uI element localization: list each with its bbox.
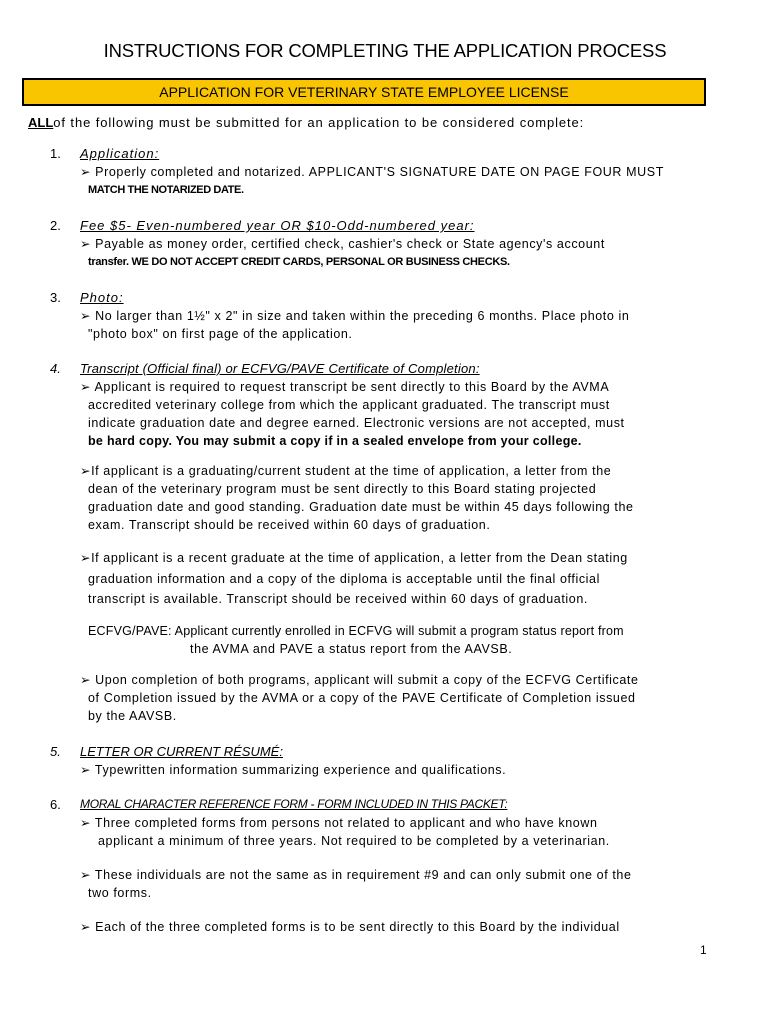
item-line: graduation information and a copy of the diploma is acceptable until the final official bbox=[88, 572, 600, 586]
item-line: ECFVG/PAVE: Applicant currently enrolled in ECFVG will submit a program status report from bbox=[88, 624, 624, 638]
item-line: graduation date and good standing. Graduation date must be within 45 days following the bbox=[88, 500, 634, 514]
item-line: "photo box" on first page of the application. bbox=[88, 327, 353, 341]
item-heading: Transcript (Official final) or ECFVG/PAVE Certificate of Completion: bbox=[80, 361, 480, 376]
item-number: 2. bbox=[50, 218, 61, 233]
page-title: INSTRUCTIONS FOR COMPLETING THE APPLICATION PROCESS bbox=[103, 40, 667, 61]
item-line: ➢ These individuals are not the same as in requirement #9 and can only submit one of the bbox=[80, 868, 632, 882]
banner-text: APPLICATION FOR VETERINARY STATE EMPLOYEE LICENSE bbox=[159, 84, 569, 100]
item-number: 3. bbox=[50, 290, 61, 305]
item-line: accredited veterinary college from which the applicant graduated. The transcript must bbox=[88, 398, 610, 412]
item-line: ➢ Payable as money order, certified check, cashier's check or State agency's account bbox=[80, 237, 605, 251]
item-heading: Photo: bbox=[80, 290, 124, 305]
item-line: ➢ Applicant is required to request transcript be sent directly to this Board by the AVMA bbox=[80, 380, 610, 394]
intro-rest: of the following must be submitted for an application to be considered complete: bbox=[53, 115, 585, 130]
item-line: ➢If applicant is a graduating/current student at the time of application, a letter from the bbox=[80, 464, 612, 478]
item-line: transcript is available. Transcript should be received within 60 days of graduation. bbox=[88, 592, 588, 606]
page-number: 1 bbox=[700, 943, 707, 957]
item-number: 4. bbox=[50, 361, 61, 376]
item-heading: Application: bbox=[80, 146, 160, 161]
item-line: ➢ Each of the three completed forms is to be sent directly to this Board by the individual bbox=[80, 920, 620, 934]
item-heading: LETTER OR CURRENT RÉSUMÉ: bbox=[80, 744, 283, 759]
item-number: 1. bbox=[50, 146, 61, 161]
item-number: 6. bbox=[50, 797, 61, 812]
section-banner bbox=[22, 78, 706, 106]
item-line: MATCH THE NOTARIZED DATE. bbox=[88, 184, 244, 196]
item-line: by the AAVSB. bbox=[88, 709, 177, 723]
item-line: ➢ Typewritten information summarizing experience and qualifications. bbox=[80, 763, 507, 777]
item-number: 5. bbox=[50, 744, 61, 759]
item-heading: MORAL CHARACTER REFERENCE FORM - FORM INCLUDED IN THIS PACKET: bbox=[80, 797, 508, 811]
item-line: ➢ Properly completed and notarized. APPLICANT'S SIGNATURE DATE ON PAGE FOUR MUST bbox=[80, 165, 664, 179]
item-line: applicant a minimum of three years. Not required to be completed by a veterinarian. bbox=[98, 834, 610, 848]
item-line: dean of the veterinary program must be sent directly to this Board stating projected bbox=[88, 482, 597, 496]
item-line: ➢ Upon completion of both programs, applicant will submit a copy of the ECFVG Certificate bbox=[80, 673, 639, 687]
item-line: ➢If applicant is a recent graduate at the time of application, a letter from the Dean stating bbox=[80, 551, 628, 565]
item-line: ➢ Three completed forms from persons not related to applicant and who have known bbox=[80, 816, 598, 830]
item-line: of Completion issued by the AVMA or a copy of the PAVE Certificate of Completion issued bbox=[88, 691, 636, 705]
item-line: two forms. bbox=[88, 886, 152, 900]
item-line: the AVMA and PAVE a status report from the AAVSB. bbox=[190, 642, 513, 656]
item-line: transfer. WE DO NOT ACCEPT CREDIT CARDS, PERSONAL OR BUSINESS CHECKS. bbox=[88, 256, 510, 268]
intro-all: ALL bbox=[28, 115, 54, 130]
item-line: indicate graduation date and degree earned. Electronic versions are not accepted, must bbox=[88, 416, 625, 430]
item-heading: Fee $5- Even-numbered year OR $10-Odd-numbered year: bbox=[80, 218, 475, 233]
intro-text bbox=[28, 115, 584, 130]
item-line: be hard copy. You may submit a copy if in a sealed envelope from your college. bbox=[88, 434, 582, 448]
item-line: ➢ No larger than 1½" x 2" in size and taken within the preceding 6 months. Place photo in bbox=[80, 309, 630, 323]
item-line: exam. Transcript should be received within 60 days of graduation. bbox=[88, 518, 491, 532]
